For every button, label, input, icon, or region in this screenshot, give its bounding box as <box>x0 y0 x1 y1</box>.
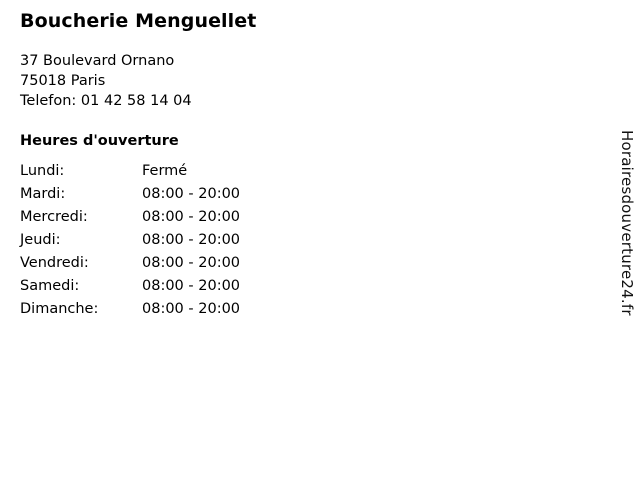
address-block <box>20 51 580 111</box>
page-title: Boucherie Menguellet <box>20 10 257 32</box>
day-hours: 08:00 - 20:00 <box>142 254 241 271</box>
address-city: 75018 Paris <box>20 72 106 89</box>
day-label: Mardi: <box>20 185 66 202</box>
table-row <box>20 232 282 255</box>
day-label: Vendredi: <box>20 254 89 271</box>
day-label: Lundi: <box>20 162 65 179</box>
opening-hours-table <box>20 163 282 324</box>
day-hours: 08:00 - 20:00 <box>142 208 241 225</box>
site-watermark: Horairesdouverture24.fr <box>618 130 636 316</box>
day-hours: 08:00 - 20:00 <box>142 277 241 294</box>
day-hours: 08:00 - 20:00 <box>142 300 241 317</box>
phone-number: Telefon: 01 42 58 14 04 <box>20 92 192 109</box>
table-row <box>20 278 282 301</box>
day-label: Jeudi: <box>20 231 61 248</box>
table-row <box>20 186 282 209</box>
table-row <box>20 301 282 324</box>
day-label: Mercredi: <box>20 208 88 225</box>
day-hours: 08:00 - 20:00 <box>142 231 241 248</box>
address-street: 37 Boulevard Ornano <box>20 52 175 69</box>
table-row <box>20 209 282 232</box>
table-row <box>20 163 282 186</box>
day-hours: 08:00 - 20:00 <box>142 185 241 202</box>
business-info <box>20 10 580 324</box>
opening-hours-title: Heures d'ouverture <box>20 132 179 149</box>
day-label: Samedi: <box>20 277 80 294</box>
day-hours: Fermé <box>142 162 188 179</box>
table-row <box>20 255 282 278</box>
day-label: Dimanche: <box>20 300 99 317</box>
